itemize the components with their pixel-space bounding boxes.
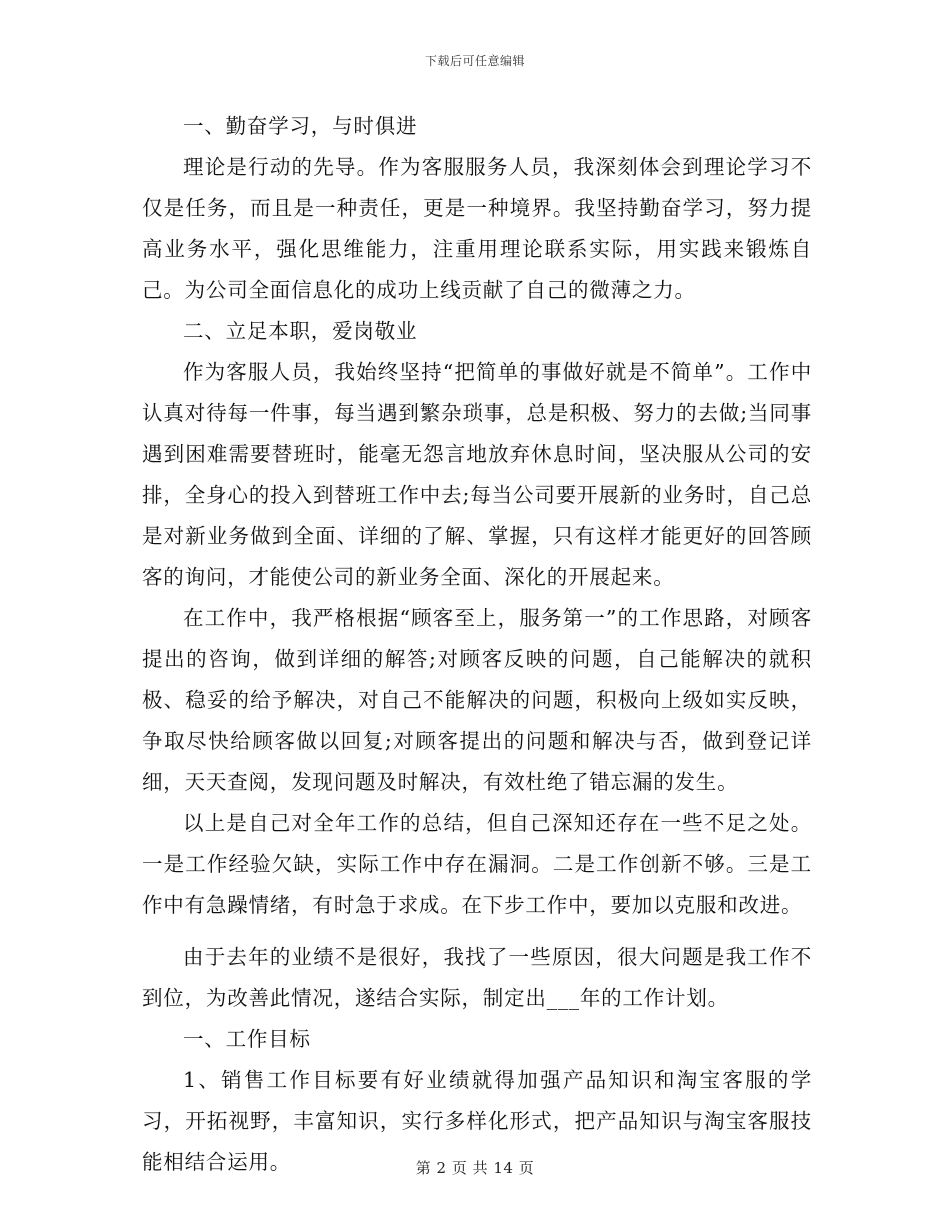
- section-heading-goals: 一、工作目标: [183, 1027, 311, 1051]
- section-heading-2: 二、立足本职，爱岗敬业: [183, 319, 418, 343]
- paragraph-plan-intro: 由于去年的业绩不是很好，我找了一些原因，很大问题是我工作不到位，为改善此情况，遂结合实际，制定出___年的工作计划。: [142, 945, 812, 1010]
- paragraph-sales-goal: 1、销售工作目标要有好业绩就得加强产品知识和淘宝客服的学习，开拓视野，丰富知识，实行多样化形式，把产品知识与淘宝客服技能相结合运用。: [142, 1068, 812, 1174]
- section-heading-1: 一、勤奋学习，与时俱进: [183, 114, 418, 138]
- paragraph-role: 作为客服人员，我始终坚持“把简单的事做好就是不简单”。工作中认真对待每一件事，每当遇到繁杂琐事，总是积极、努力的去做;当同事遇到困难需要替班时，能毫无怨言地放弃休息时间，坚决服从公司的安排，全身心的投入到替班工作中去;每当公司要开展新的业务时，自己总是对新业务做到全面、详细的了解、掌握，只有这样才能更好的回答顾客的询问，才能使公司的新业务全面、深化的开展起来。: [142, 360, 812, 589]
- page-footer: 第 2 页 共 14 页: [415, 1159, 535, 1177]
- page-header: 下载后可任意编辑: [424, 54, 525, 68]
- paragraph-customer-service: 在工作中，我严格根据“顾客至上，服务第一”的工作思路，对顾客提出的咨询，做到详细的解答;对顾客反映的问题，自己能解决的就积极、稳妥的给予解决，对自己不能解决的问题，积极向上级如实反映，争取尽快给顾客做以回复;对顾客提出的问题和解决与否，做到登记详细，天天查阅，发现问题及时解决，有效杜绝了错忘漏的发生。: [142, 606, 812, 794]
- document-body: [142, 106, 812, 1183]
- paragraph-theory: 理论是行动的先导。作为客服服务人员，我深刻体会到理论学习不仅是任务，而且是一种责任，更是一种境界。我坚持勤奋学习，努力提高业务水平，强化思维能力，注重用理论联系实际，用实践来锻炼自己。为公司全面信息化的成功上线贡献了自己的微薄之力。: [142, 155, 812, 302]
- paragraph-gap: [142, 926, 812, 937]
- paragraph-shortcomings: 以上是自己对全年工作的总结，但自己深知还存在一些不足之处。一是工作经验欠缺，实际工作中存在漏洞。二是工作创新不够。三是工作中有急躁情绪，有时急于求成。在下步工作中，要加以克服和改进。: [142, 811, 812, 917]
